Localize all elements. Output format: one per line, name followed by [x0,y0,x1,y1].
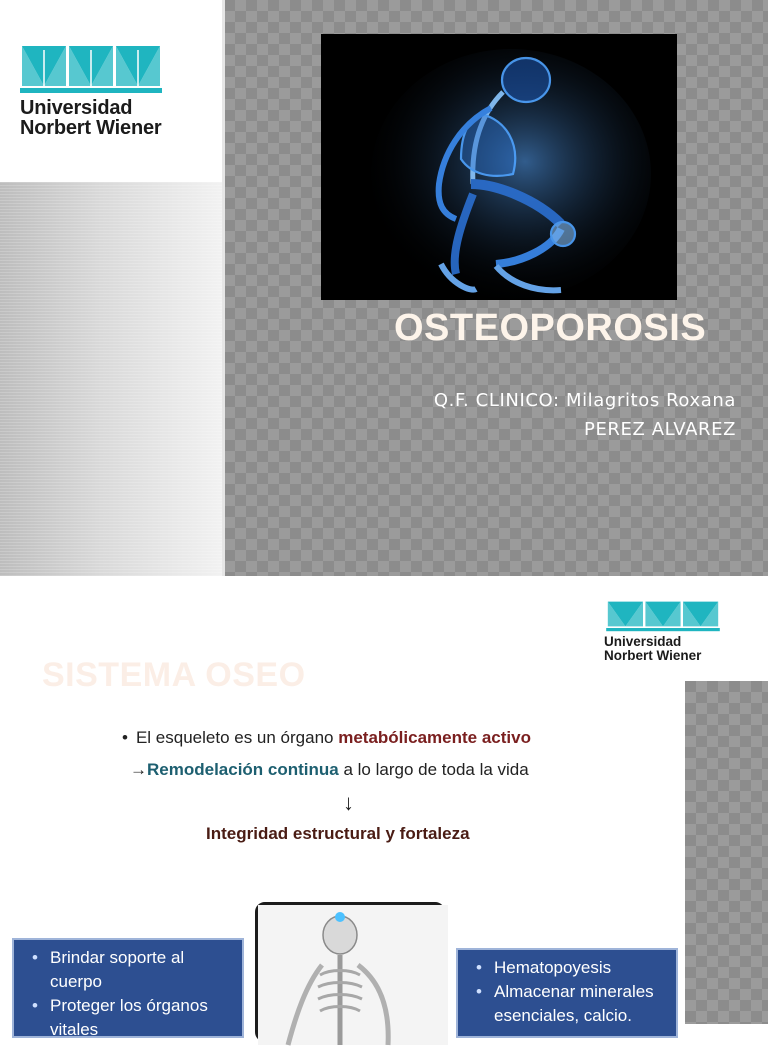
remodeling-line [130,760,529,780]
slide-sistema-oseo [0,576,768,1039]
remodeling-text: a lo largo de toda la vida [338,760,529,779]
bullet-text: El esqueleto es un órgano [135,728,339,747]
skeleton-icon [258,905,448,1045]
arrow-right-icon: → [130,760,147,779]
remodeling-emphasis: Remodelación continua [147,760,339,779]
bullet-emphasis: metabólicamente activo [338,728,531,747]
logo-line-1: Universidad [604,634,682,649]
list-item: • Proteger los órganos vitales [28,994,232,1042]
panel-divider [222,0,225,576]
author-line-1: Q.F. CLINICO: Milagritos Roxana [433,390,736,411]
logo-wordmark [604,635,722,662]
list-item: • Almacenar minerales esenciales, calcio. [472,980,666,1028]
university-logo-small [604,600,722,662]
skeleton-image [255,902,445,1042]
bullet-dot: • [122,728,128,747]
left-panel-texture [0,182,224,576]
bullet-metabolic [122,728,531,748]
logo-panel [0,0,222,182]
xray-skeleton-image [321,34,677,300]
list-item: • Hematopoyesis [472,956,666,980]
logo-triangles-icon [20,42,162,94]
integrity-line: Integridad estructural y fortaleza [206,824,470,843]
university-logo [20,42,162,138]
arrow-down-icon: ↓ [343,790,354,815]
logo-triangles-icon [604,600,722,632]
list-item: • Brindar soporte al cuerpo [28,946,232,994]
xray-figure-icon [321,34,677,300]
slide-title: SISTEMA OSEO [42,656,306,694]
logo-line-2: Norbert Wiener [604,647,702,663]
logo-line-1: Universidad [20,97,133,119]
slide-content-image [0,706,682,1039]
logo-wordmark [20,98,162,138]
diamond-pattern-strip [685,681,768,1024]
logo-line-2: Norbert Wiener [20,117,162,139]
author-block [336,386,736,444]
functions-box-right [456,948,678,1038]
functions-box-left [12,938,244,1038]
author-line-2: PEREZ ALVAREZ [583,419,736,440]
presentation-title: OSTEOPOROSIS [394,307,707,349]
